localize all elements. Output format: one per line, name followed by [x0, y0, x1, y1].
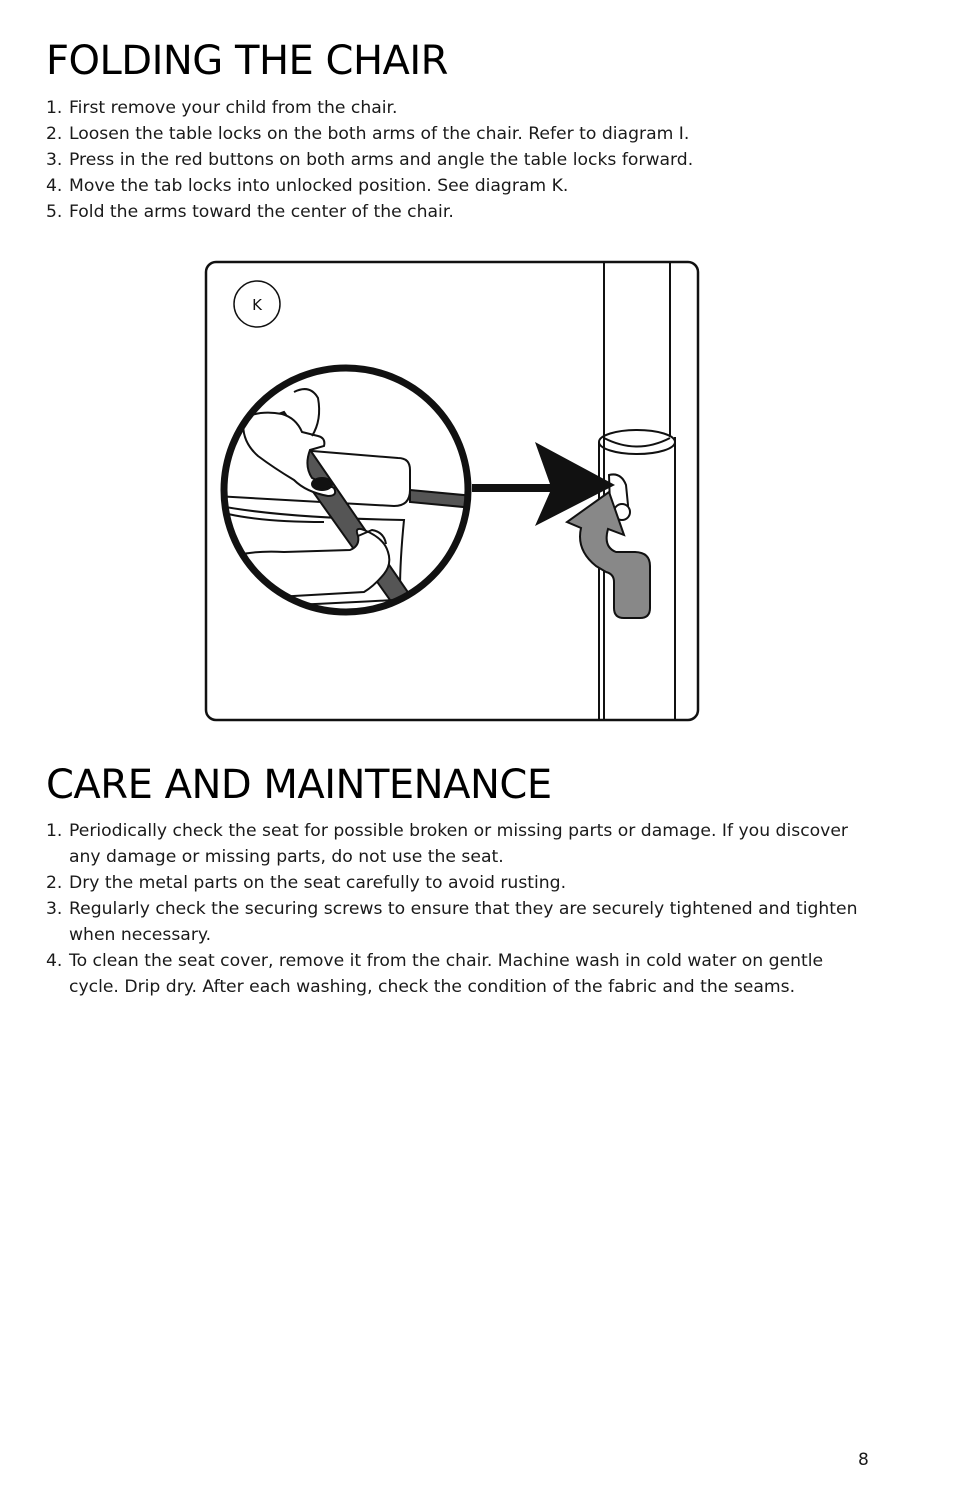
list-item [46, 818, 866, 870]
step-number: 3. [46, 150, 63, 170]
folding-heading: FOLDING THE CHAIR [46, 38, 448, 84]
step-text: Move the tab locks into unlocked position. See diagram K. [69, 176, 569, 196]
step-number: 2. [46, 873, 63, 893]
list-item [46, 147, 846, 173]
step-number: 1. [46, 98, 63, 118]
list-item [46, 948, 866, 1000]
step-text: To clean the seat cover, remove it from the chair. Machine wash in cold water on gentle cycle. Drip dry. After each washing, check the condition of the fabric and the seams. [69, 951, 824, 997]
step-number: 1. [46, 821, 63, 841]
diagram-k-illustration-icon [204, 260, 700, 724]
step-text: Periodically check the seat for possible broken or missing parts or damage. If you discover any damage or missing parts, do not use the seat. [69, 821, 848, 867]
step-text: Loosen the table locks on the both arms of the chair. Refer to diagram I. [69, 124, 690, 144]
diagram-label: K [252, 296, 262, 314]
page-number: 8 [858, 1450, 869, 1470]
list-item [46, 95, 846, 121]
list-item [46, 121, 846, 147]
step-text: Dry the metal parts on the seat carefully to avoid rusting. [69, 873, 567, 893]
step-text: First remove your child from the chair. [69, 98, 398, 118]
list-item [46, 199, 846, 225]
step-number: 3. [46, 899, 63, 919]
step-number: 2. [46, 124, 63, 144]
diagram-k [204, 260, 700, 724]
step-number: 4. [46, 176, 63, 196]
step-text: Regularly check the securing screws to ensure that they are securely tightened and tighten when necessary. [69, 899, 858, 945]
care-steps-list [46, 818, 866, 1000]
list-item [46, 896, 866, 948]
folding-steps-list [46, 95, 846, 225]
list-item [46, 870, 866, 896]
care-heading: CARE AND MAINTENANCE [46, 762, 552, 808]
step-text: Fold the arms toward the center of the chair. [69, 202, 454, 222]
step-text: Press in the red buttons on both arms and angle the table locks forward. [69, 150, 694, 170]
step-number: 4. [46, 951, 63, 971]
step-number: 5. [46, 202, 63, 222]
list-item [46, 173, 846, 199]
